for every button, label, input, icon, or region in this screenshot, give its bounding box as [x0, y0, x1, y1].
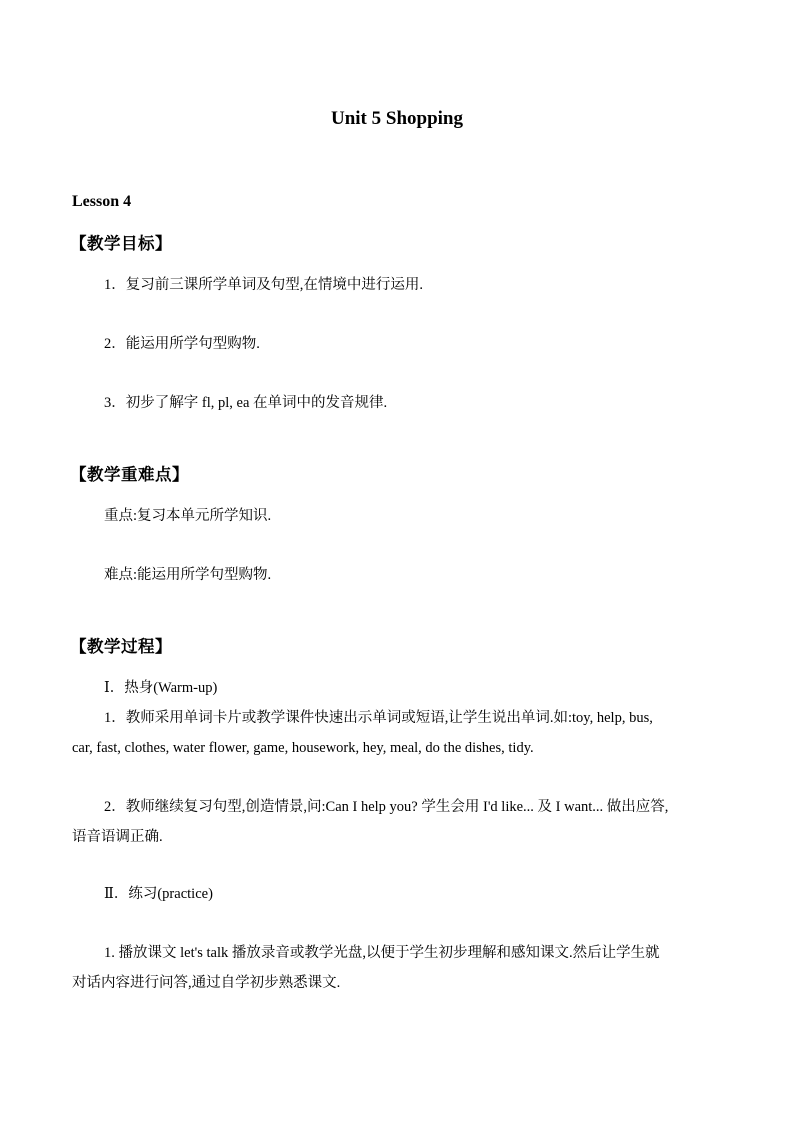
process-part1-title: Ⅰ．热身(Warm-up) [104, 680, 218, 696]
key-point-difficulty: 难点:能运用所学句型购物. [104, 567, 272, 583]
objective-item-1: 1．复习前三课所学单词及句型,在情境中进行运用. [104, 277, 423, 293]
key-point-focus: 重点:复习本单元所学知识. [104, 508, 272, 524]
document-title: Unit 5 Shopping [330, 108, 463, 129]
objectives-heading: 【教学目标】 [70, 234, 172, 253]
process-part1-item1-line1: 1．教师采用单词卡片或教学课件快速出示单词或短语,让学生说出单词.如:toy, help, bus, [104, 710, 653, 726]
process-part2-item1-line2: 对话内容进行问答,通过自学初步熟悉课文. [72, 975, 341, 991]
process-part1-item2-line2: 语音语调正确. [72, 829, 163, 845]
objective-item-3: 3．初步了解字 fl, pl, ea 在单词中的发音规律. [104, 395, 388, 411]
process-part2-item1-line1: 1. 播放课文 let's talk 播放录音或教学光盘,以便于学生初步理解和感知课文.然后让学生就 [104, 945, 660, 961]
process-heading: 【教学过程】 [70, 637, 172, 656]
objective-item-2: 2．能运用所学句型购物. [104, 336, 260, 352]
process-part1-item2-line1: 2．教师继续复习句型,创造情景,问:Can I help you? 学生会用 I'd like... 及 I want... 做出应答, [104, 799, 669, 815]
lesson-label: Lesson 4 [72, 193, 132, 210]
key-points-heading: 【教学重难点】 [70, 465, 189, 484]
process-part1-item1-line2: car, fast, clothes, water flower, game, housework, hey, meal, do the dishes, tidy. [72, 740, 534, 756]
process-part2-title: Ⅱ．练习(practice) [104, 886, 213, 902]
